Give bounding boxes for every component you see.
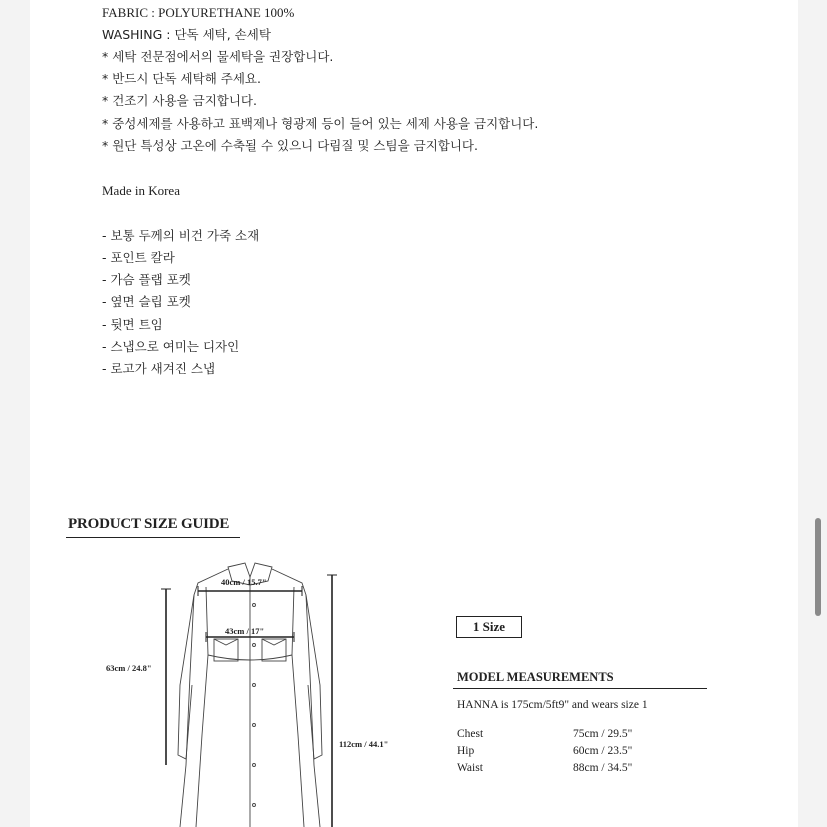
- measurement-value-chest: 75cm / 29.5": [573, 728, 633, 740]
- size-label-box: 1 Size: [456, 616, 522, 638]
- scrollbar-thumb[interactable]: [815, 518, 821, 616]
- origin-line: Made in Korea: [102, 183, 180, 198]
- measurement-label-chest: Chest: [457, 728, 484, 740]
- chest-dimension: 43cm / 17": [225, 626, 265, 636]
- feature-item: - 옆면 슬립 포켓: [102, 294, 191, 309]
- length-dimension: 112cm / 44.1": [339, 739, 389, 749]
- feature-item: - 로고가 새겨진 스냅: [102, 361, 216, 376]
- care-note-4: * 중성세제를 사용하고 표백제나 형광제 등이 들어 있는 세제 사용을 금지합니다.: [102, 116, 539, 131]
- care-note-5: * 원단 특성상 고온에 수축될 수 있으니 다림질 및 스팀을 금지합니다.: [102, 138, 478, 153]
- model-measurements-underline: [453, 688, 707, 689]
- care-note-2: * 반드시 단독 세탁해 주세요.: [102, 71, 261, 86]
- sleeve-dimension: 63cm / 24.8": [106, 663, 152, 673]
- fabric-line: FABRIC : POLYURETHANE 100%: [102, 5, 295, 20]
- size-guide-title: PRODUCT SIZE GUIDE: [68, 516, 230, 532]
- care-note-1: * 세탁 전문점에서의 물세탁을 권장합니다.: [102, 49, 334, 64]
- feature-item: - 스냅으로 여미는 디자인: [102, 339, 240, 354]
- feature-item: - 보통 두께의 비건 가죽 소재: [102, 228, 260, 243]
- feature-item: - 포인트 칼라: [102, 250, 175, 265]
- measurement-label-waist: Waist: [457, 762, 483, 774]
- model-description: HANNA is 175cm/5ft9" and wears size 1: [457, 699, 648, 711]
- measurement-value-waist: 88cm / 34.5": [573, 762, 633, 774]
- care-note-3: * 건조기 사용을 금지합니다.: [102, 93, 257, 108]
- model-measurements-title: MODEL MEASUREMENTS: [457, 670, 614, 684]
- washing-line: WASHING : 단독 세탁, 손세탁: [102, 27, 271, 42]
- feature-item: - 뒷면 트임: [102, 317, 163, 332]
- measurement-label-hip: Hip: [457, 745, 475, 757]
- shoulder-dimension: 40cm / 15.7": [221, 577, 267, 587]
- feature-item: - 가슴 플랩 포켓: [102, 272, 191, 287]
- size-guide-underline: [66, 537, 240, 538]
- dress-technical-drawing-icon: [150, 555, 350, 827]
- measurement-value-hip: 60cm / 23.5": [573, 745, 633, 757]
